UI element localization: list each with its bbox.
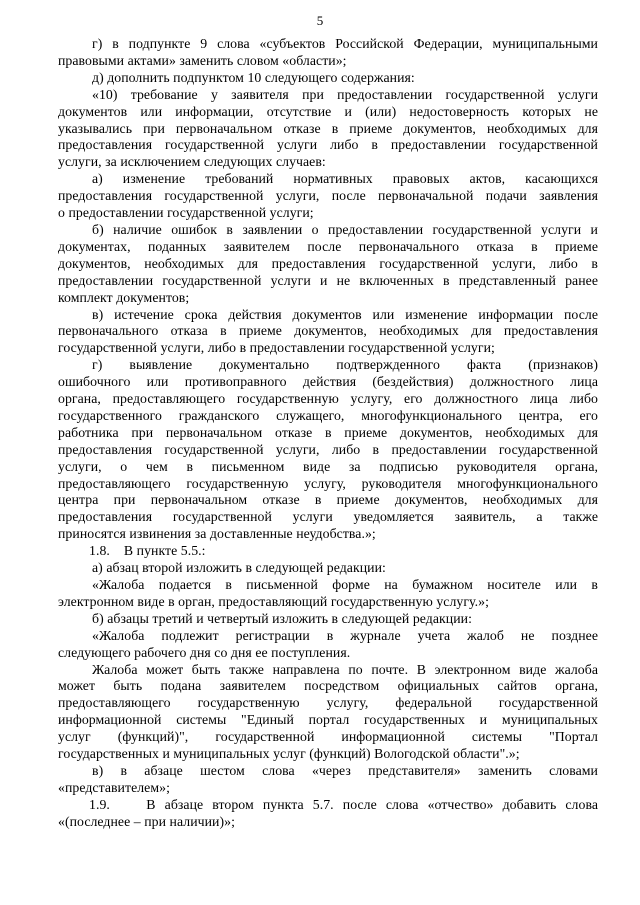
paragraph-line: может быть подана заявителем посредством официальных сайтов органа,	[58, 678, 598, 694]
paragraph-line: д) дополнить подпунктом 10 следующего содержания:	[92, 69, 415, 85]
paragraph-line: государственного гражданского служащего, многофункционального центра, его	[58, 407, 598, 423]
paragraph-line: указывались при первоначальном отказе в приеме документов, необходимых для	[58, 120, 598, 136]
paragraph-line: «(последнее – при наличии)»;	[58, 813, 235, 829]
paragraph-line: документов или информации, отсутствие и (или) недостоверность которых не	[58, 103, 598, 119]
paragraph-line: а) изменение требований нормативных правовых актов, касающихся	[92, 171, 598, 187]
paragraph-line: приносятся извинения за доставленные неудобства.»;	[58, 526, 376, 542]
paragraph-line: правовыми актами» заменить словом «области»;	[58, 52, 347, 68]
paragraph-line: государственных и муниципальных услуг (функций) Вологодской области".»;	[58, 746, 520, 762]
paragraph-line: ошибочного или противоправного действия (бездействия) должностного лица	[58, 374, 598, 390]
paragraph-line: предоставляющего государственную услугу, руководителя многофункционального	[58, 475, 598, 491]
paragraph-line: государственной услуги, либо в предоставлении государственной услуги;	[58, 340, 495, 356]
paragraph-line: в) истечение срока действия документов или изменение информации после	[92, 306, 598, 322]
paragraph-line: центра при первоначальном отказе в приеме документов, необходимых для	[58, 492, 598, 508]
paragraph-line: «Жалоба подлежит регистрации в журнале учета жалоб не позднее	[92, 627, 598, 643]
paragraph-line: органа, предоставляющего государственную услугу, его должностного лица либо	[58, 391, 598, 407]
paragraph-line: б) абзацы третий и четвертый изложить в следующей редакции:	[92, 610, 472, 626]
paragraph-line: услуг (функций)", государственной информационной системы "Портал	[58, 729, 598, 745]
paragraph-line: «представителем»;	[58, 779, 170, 795]
paragraph-line: услуги, за исключением следующих случаев:	[58, 154, 326, 170]
section-heading: 1.9. В абзаце втором пункта 5.7. после слова «отчество» добавить слова	[89, 796, 598, 812]
paragraph-line: предоставления государственной услуги, либо в предоставлении государственной	[58, 441, 598, 457]
paragraph-line: Жалоба может быть также направлена по почте. В электронном виде жалоба	[92, 661, 598, 677]
section-heading: 1.8. В пункте 5.5.:	[89, 543, 206, 559]
paragraph-line: работника при первоначальном отказе в приеме документов, необходимых для	[58, 424, 598, 440]
document-body	[58, 36, 598, 831]
paragraph-line: следующего рабочего дня со дня ее поступления.	[58, 644, 351, 660]
paragraph-line: в) в абзаце шестом слова «через представителя» заменить словами	[92, 762, 598, 778]
paragraph-line: документов, необходимых для предоставления государственной услуги, либо в	[58, 255, 598, 271]
paragraph-line: комплект документов;	[58, 289, 190, 305]
paragraph-line: предоставления государственной услуги, после первоначальной подачи заявления	[58, 188, 598, 204]
paragraph-line: а) абзац второй изложить в следующей редакции:	[92, 560, 386, 576]
paragraph-line: предоставления государственной услуги либо в предоставлении государственной	[58, 137, 598, 153]
paragraph-line: о предоставлении государственной услуги;	[58, 205, 314, 221]
paragraph-line: первоначального отказа в приеме документов, необходимых для предоставления	[58, 323, 598, 339]
paragraph-line: предоставляющего государственную услугу, федеральной государственной	[58, 695, 598, 711]
page-number: 5	[316, 13, 324, 28]
paragraph-line: документах, поданных заявителем после первоначального отказа в приеме	[58, 238, 598, 254]
paragraph-line: «10) требование у заявителя при предоставлении государственной услуги	[92, 86, 598, 102]
paragraph-line: предоставлении государственной услуги и не включенных в представленный ранее	[58, 272, 598, 288]
paragraph-line: предоставления государственной услуги уведомляется заявитель, а также	[58, 509, 598, 525]
paragraph-line: б) наличие ошибок в заявлении о предоставлении государственной услуги и	[92, 221, 598, 237]
paragraph-line: г) в подпункте 9 слова «субъектов Российской Федерации, муниципальными	[92, 36, 598, 51]
paragraph-line: электронном виде в орган, предоставляющий государственную услугу.»;	[58, 593, 489, 609]
paragraph-line: «Жалоба подается в письменной форме на бумажном носителе или в	[92, 577, 598, 592]
paragraph-line: г) выявление документально подтвержденного факта (признаков)	[92, 357, 598, 373]
paragraph-line: услуги, о чем в письменном виде за подписью руководителя органа,	[58, 458, 598, 474]
paragraph-line: информационной системы "Единый портал государственных и муниципальных	[58, 712, 598, 728]
